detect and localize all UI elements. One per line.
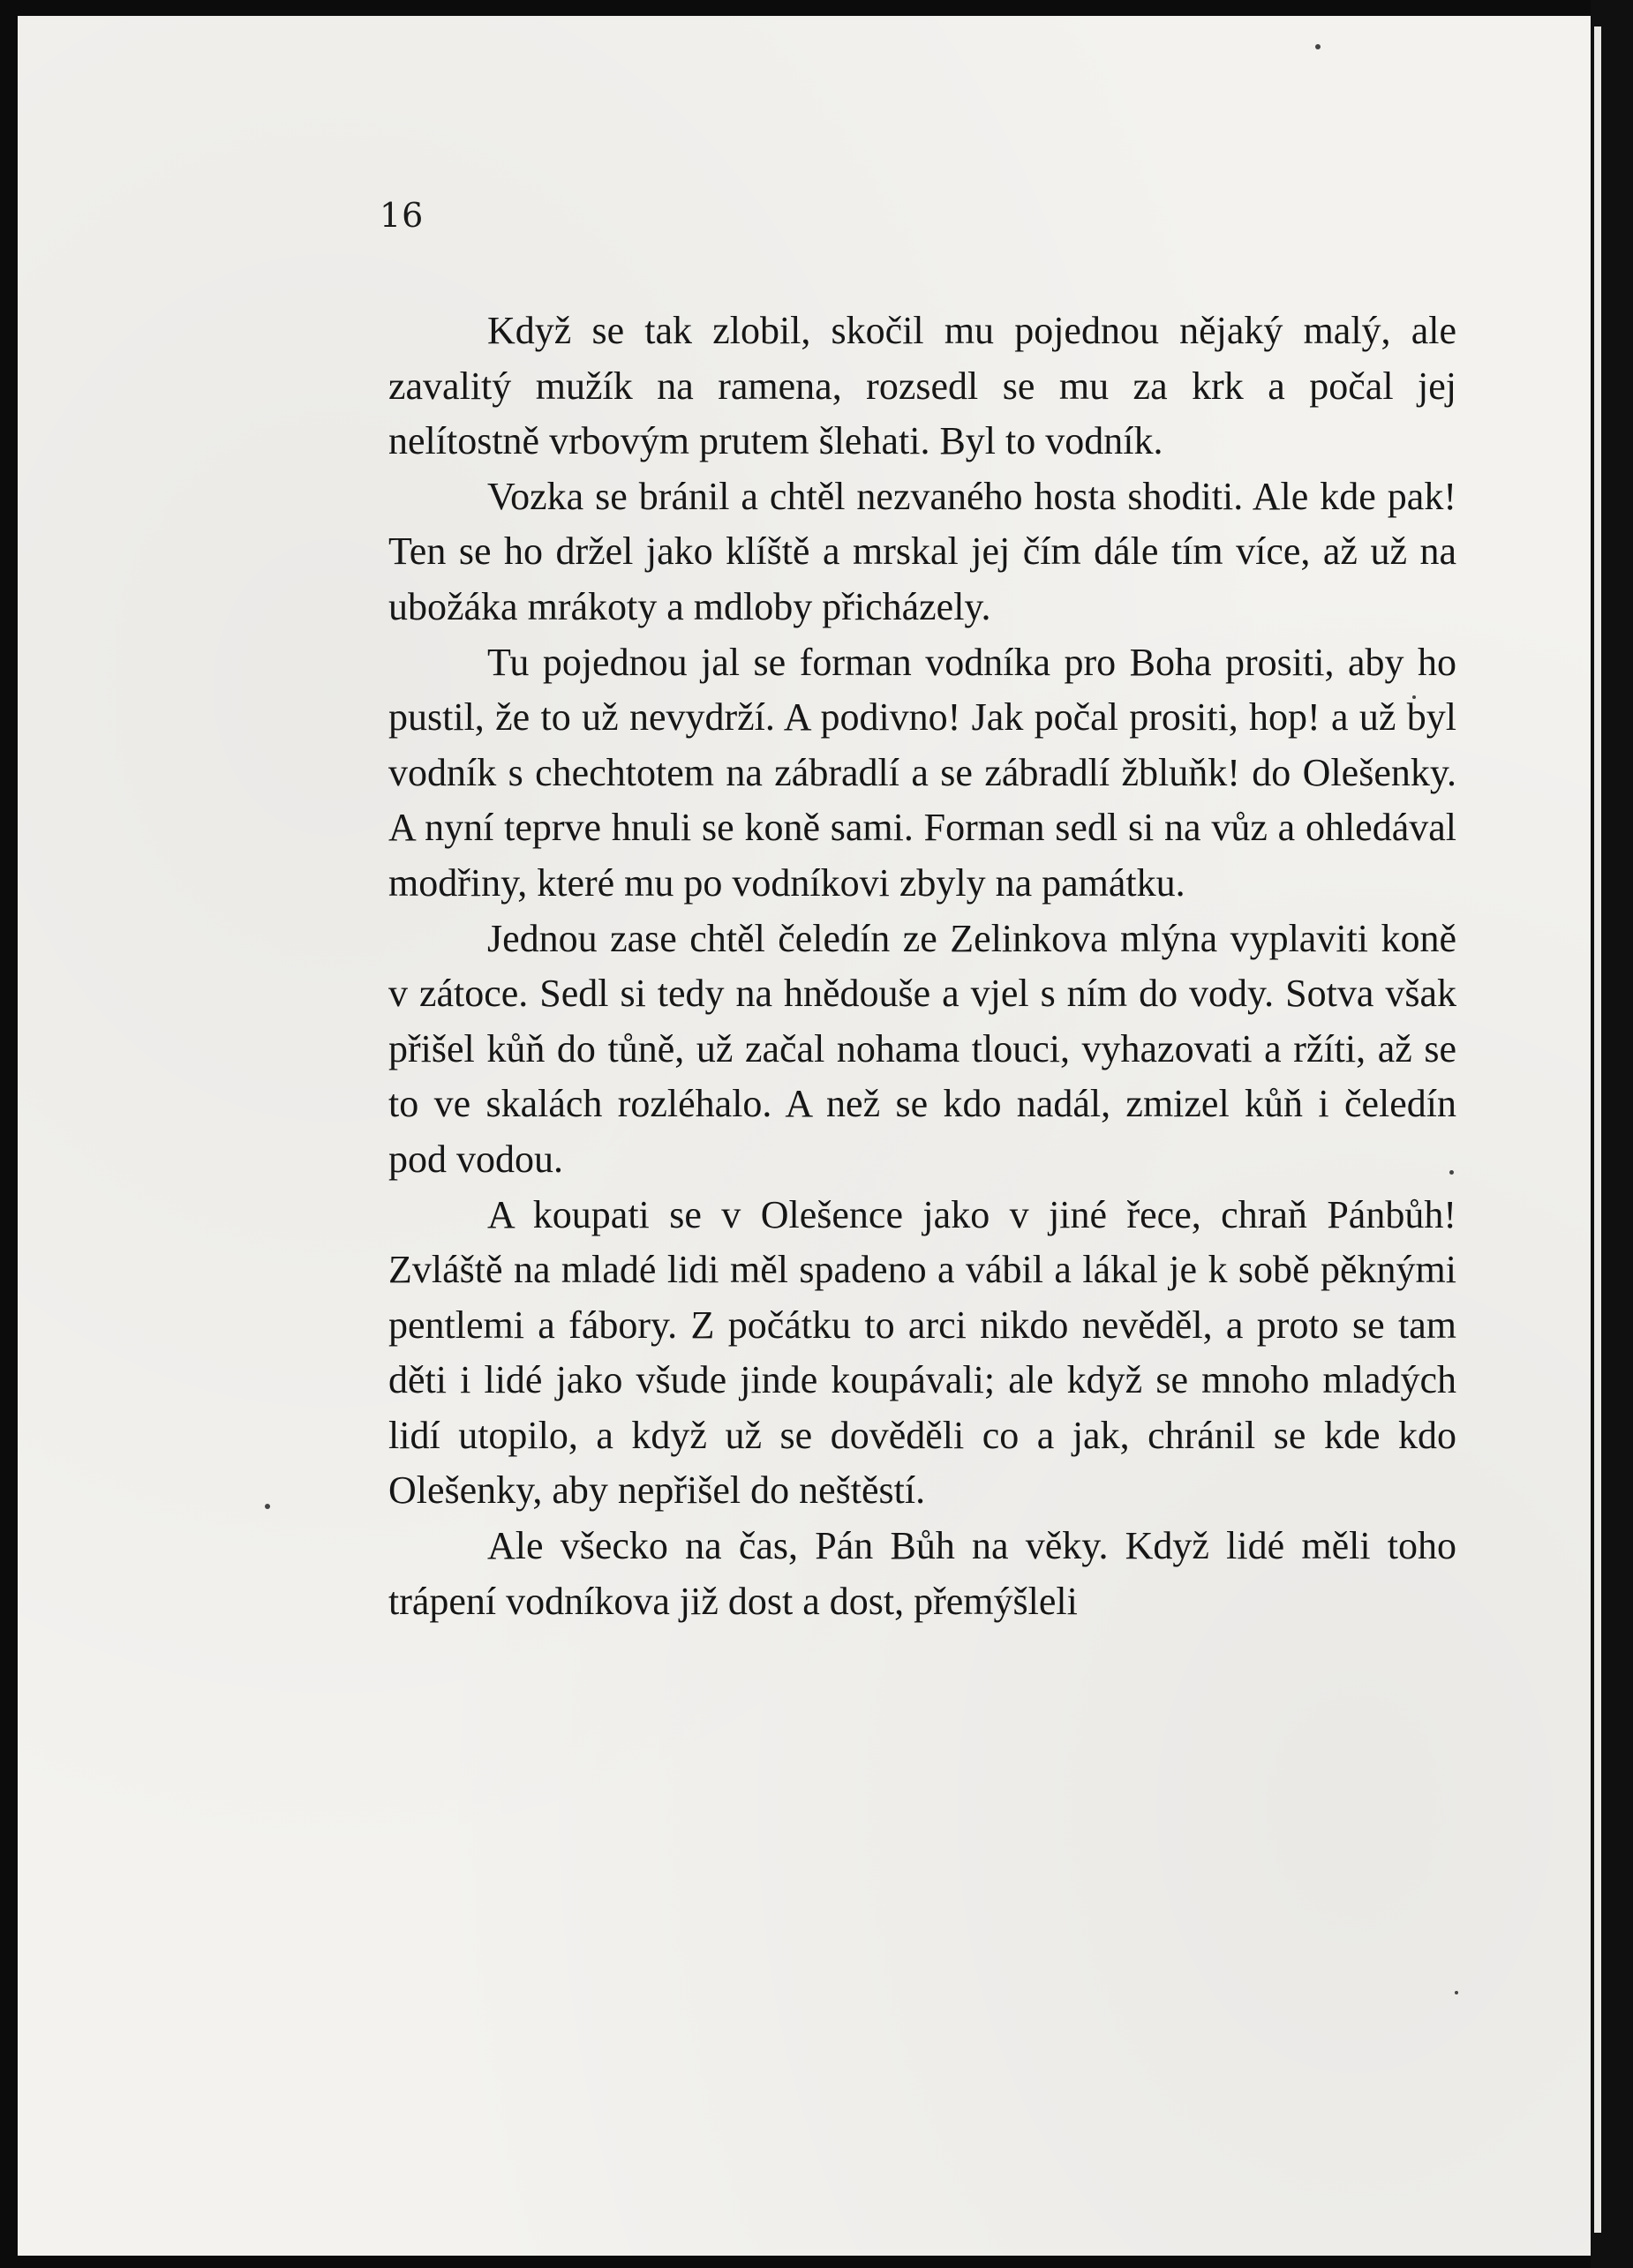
paper-speck	[1455, 1991, 1458, 1994]
paper-speck	[1315, 44, 1321, 49]
paragraph: Ale všecko na čas, Pán Bůh na věky. Když lidé měli toho trápení vodníkova již dost a dost, přemýšleli	[388, 1524, 1456, 1623]
adjacent-page-edge	[1594, 26, 1601, 2233]
body-text	[388, 304, 1456, 1629]
page-number: 16	[380, 196, 425, 235]
paragraph: Když se tak zlobil, skočil mu pojednou nějaký malý, ale zavalitý mužík na ramena, rozsedl se mu za krk a počal jej nelítostně vrbovým prutem šlehati. Byl to vodník.	[388, 309, 1456, 463]
paragraph: Tu pojednou jal se forman vodníka pro Boha prositi, aby ho pustil, že to už nevydrží. A podivno! Jak počal prositi, hop! a už byl vodník s chechtotem na zábradlí a se zábradlí žbluňk! do Olešenky. A nyní teprve hnuli se koně sami. Forman sedl si na vůz a ohledával modřiny, které mu po vodníkovi zbyly na památku.	[388, 640, 1456, 905]
paragraph: Vozka se bránil a chtěl nezvaného hosta shoditi. Ale kde pak! Ten se ho držel jako klíště a mrskal jej čím dále tím více, až už na ubožáka mrákoty a mdloby přicházely.	[388, 474, 1456, 628]
paper-speck	[265, 1504, 270, 1509]
paragraph: Jednou zase chtěl čeledín ze Zelinkova mlýna vyplaviti koně v zátoce. Sedl si tedy na hnědouše a vjel s ním do vody. Sotva však přišel kůň do tůně, už začal nohama tlouci, vyhazovati a ržíti, až se to ve skalách rozléhalo. A než se kdo nadál, zmizel kůň i čeledín pod vodou.	[388, 916, 1456, 1181]
paragraph: A koupati se v Olešence jako v jiné řece, chraň Pánbůh! Zvláště na mladé lidi měl spadeno a vábil a lákal je k sobě pěknými pentlemi a fábory. Z počátku to arci nikdo nevěděl, a proto se tam děti i lidé jako všude jinde koupávali; ale když se mnoho mladých lidí utopilo, a když už se dověděli co a jak, chránil se kde kdo Olešenky, aby nepřišel do neštěstí.	[388, 1192, 1456, 1513]
